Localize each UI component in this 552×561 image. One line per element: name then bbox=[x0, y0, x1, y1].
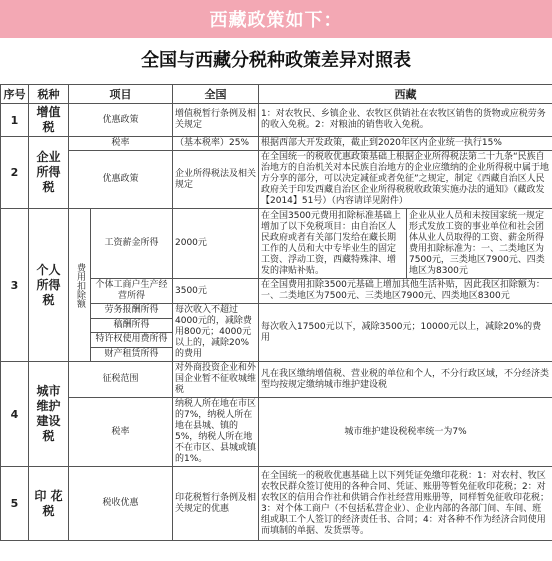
header-row bbox=[1, 85, 552, 104]
item-cell: 特许权使用费所得 bbox=[91, 333, 173, 348]
row-number: 3 bbox=[1, 209, 29, 362]
row-number: 5 bbox=[1, 467, 29, 541]
document-image bbox=[0, 38, 552, 561]
tax-name bbox=[29, 362, 69, 467]
table-row-ucmt-scope bbox=[1, 362, 552, 398]
item-cell: 个体工商户生产经营所得 bbox=[91, 279, 173, 304]
item-cell: 财产租赁所得 bbox=[91, 347, 173, 362]
national-cell: 企业所得税法及相关规定 bbox=[173, 151, 259, 209]
row-number: 2 bbox=[1, 137, 29, 209]
tax-name-part: 税 bbox=[42, 503, 55, 518]
tax-name bbox=[29, 137, 69, 209]
header-national: 全国 bbox=[173, 85, 259, 104]
tibet-cell: 根据西部大开发政策，截止到2020年区内企业统一执行15% bbox=[259, 137, 552, 151]
national-cell: 增值税暂行条例及相关规定 bbox=[173, 104, 259, 137]
tibet-cell: 凡在我区缴纳增值税、营业税的单位和个人，不分行政区域，不分经济类型均按规定缴纳城市维护建设税 bbox=[259, 362, 552, 398]
tibet-cell: 在全国3500元费用扣除标准基础上增加了以下免税项目：由自治区人民政府或者有关部门发给在藏长期工作的人员和大中专毕业生的固定工资、浮动工资，西藏特殊津、增发的津贴补贴。 bbox=[259, 209, 407, 279]
item-cell: 稿酬所得 bbox=[91, 318, 173, 333]
tax-name-part: 花 bbox=[50, 488, 63, 503]
tibet-cell: 1：对农牧民、乡镇企业、农牧区供销社在农牧区销售的货物或应税劳务的收入免税。2：对粮油的销售收入免税。 bbox=[259, 104, 552, 137]
item-cell: 优惠政策 bbox=[69, 104, 173, 137]
header-tax: 税种 bbox=[29, 85, 69, 104]
header-banner bbox=[0, 0, 552, 38]
tax-name bbox=[29, 209, 69, 362]
national-cell: （基本税率）25% bbox=[173, 137, 259, 151]
row-number: 4 bbox=[1, 362, 29, 467]
tibet-cell: 在全国统一的税收优惠基础上以下列凭证免缴印花税：1：对农村、牧区农牧民群众签订使用的各种合同、凭证、账册等暂免征收印花税；2：对农牧区的信用合作社和供销合作社经营用账册等，同样暂免征收印花税；3：对个体工商户（不包括私营企业）、企业内部的各部门间、车间、班组或职工个人签订的经济责任书、合同；4：对各种不作为经济合同使用而填制的单据、发货票等。 bbox=[259, 467, 552, 541]
national-cell: 印花税暂行条例及相关规定的优惠 bbox=[173, 467, 259, 541]
tibet-cell: 在全国费用扣除3500元基础上增加其他生活补贴，因此我区扣除额为：一、二类地区为7500元、三类地区7900元、四类地区8300元 bbox=[259, 279, 552, 304]
tax-name-part: 企业 bbox=[36, 150, 61, 164]
tax-name-part: 印 bbox=[34, 488, 47, 503]
deduction-group-label: 费用扣除额 bbox=[69, 209, 91, 362]
tax-name bbox=[29, 467, 69, 541]
tax-name-part: 城市 bbox=[36, 384, 61, 398]
national-cell: 对外商投资企业和外国企业暂不征收城维税 bbox=[173, 362, 259, 398]
table-row-stamp bbox=[1, 467, 552, 541]
table-row-cit-pref bbox=[1, 151, 552, 209]
national-cell: 3500元 bbox=[173, 279, 259, 304]
tax-name-part: 维护 bbox=[36, 399, 61, 413]
item-cell: 优惠政策 bbox=[69, 151, 173, 209]
national-cell: 2000元 bbox=[173, 209, 259, 279]
header-item: 项目 bbox=[69, 85, 173, 104]
tax-name: 增值税 bbox=[29, 104, 69, 137]
tax-name-part: 个人 bbox=[36, 262, 61, 277]
table-row-iit-wage bbox=[1, 209, 552, 279]
comparison-table-frame bbox=[0, 84, 552, 561]
document-title: 全国与西藏分税种政策差异对照表 bbox=[141, 50, 411, 71]
national-cell: 纳税人所在地在市区的7%，纳税人所在地在县城、镇的5%，纳税人所在地不在市区、县城或镇的1%。 bbox=[173, 398, 259, 467]
item-cell: 工资薪金所得 bbox=[91, 209, 173, 279]
tibet-cell: 每次收入17500元以下，减除3500元；10000元以上，减除20%的费用 bbox=[259, 304, 552, 362]
tax-name-part: 所得税 bbox=[36, 165, 61, 194]
national-cell: 每次收入不超过4000元的，减除费用800元；4000元以上的，减除20%的费用 bbox=[173, 304, 259, 362]
item-cell: 税率 bbox=[69, 137, 173, 151]
tibet-cell: 城市维护建设税税率统一为7% bbox=[259, 398, 552, 467]
item-cell: 税收优惠 bbox=[69, 467, 173, 541]
item-cell: 征税范围 bbox=[69, 362, 173, 398]
comparison-table bbox=[0, 84, 552, 541]
table-row-vat bbox=[1, 104, 552, 137]
table-row-cit-rate bbox=[1, 137, 552, 151]
tibet-cell: 企业从业人员和未按国家统一规定形式发放工资的事业单位和社会团体从业人员取得的工资、薪金所得费用扣除标准为：一、二类地区为7500元，三类地区7900元、四类地区为8300元 bbox=[407, 209, 552, 279]
tax-name-part: 所得税 bbox=[36, 277, 61, 307]
item-cell: 税率 bbox=[69, 398, 173, 467]
header-no: 序号 bbox=[1, 85, 29, 104]
banner-title: 西藏政策如下： bbox=[209, 10, 343, 31]
item-cell: 劳务报酬所得 bbox=[91, 304, 173, 319]
row-number: 1 bbox=[1, 104, 29, 137]
tibet-cell: 在全国统一的税收优惠政策基础上根据企业所得税法第二十九条“民族自治地方的自治机关对本民族自治地方的企业应缴纳的企业所得税中属于地方分享的部分，可以决定减征或者免征”之规定，制定《西藏自治区人民政府关于印发西藏自治区企业所得税税收政策实施办法的通知》（藏政发【2014】51号）（内容请详见附件） bbox=[259, 151, 552, 209]
table-row-ucmt-rate bbox=[1, 398, 552, 467]
header-tibet: 西藏 bbox=[259, 85, 552, 104]
tax-name-part: 建设税 bbox=[36, 414, 61, 443]
